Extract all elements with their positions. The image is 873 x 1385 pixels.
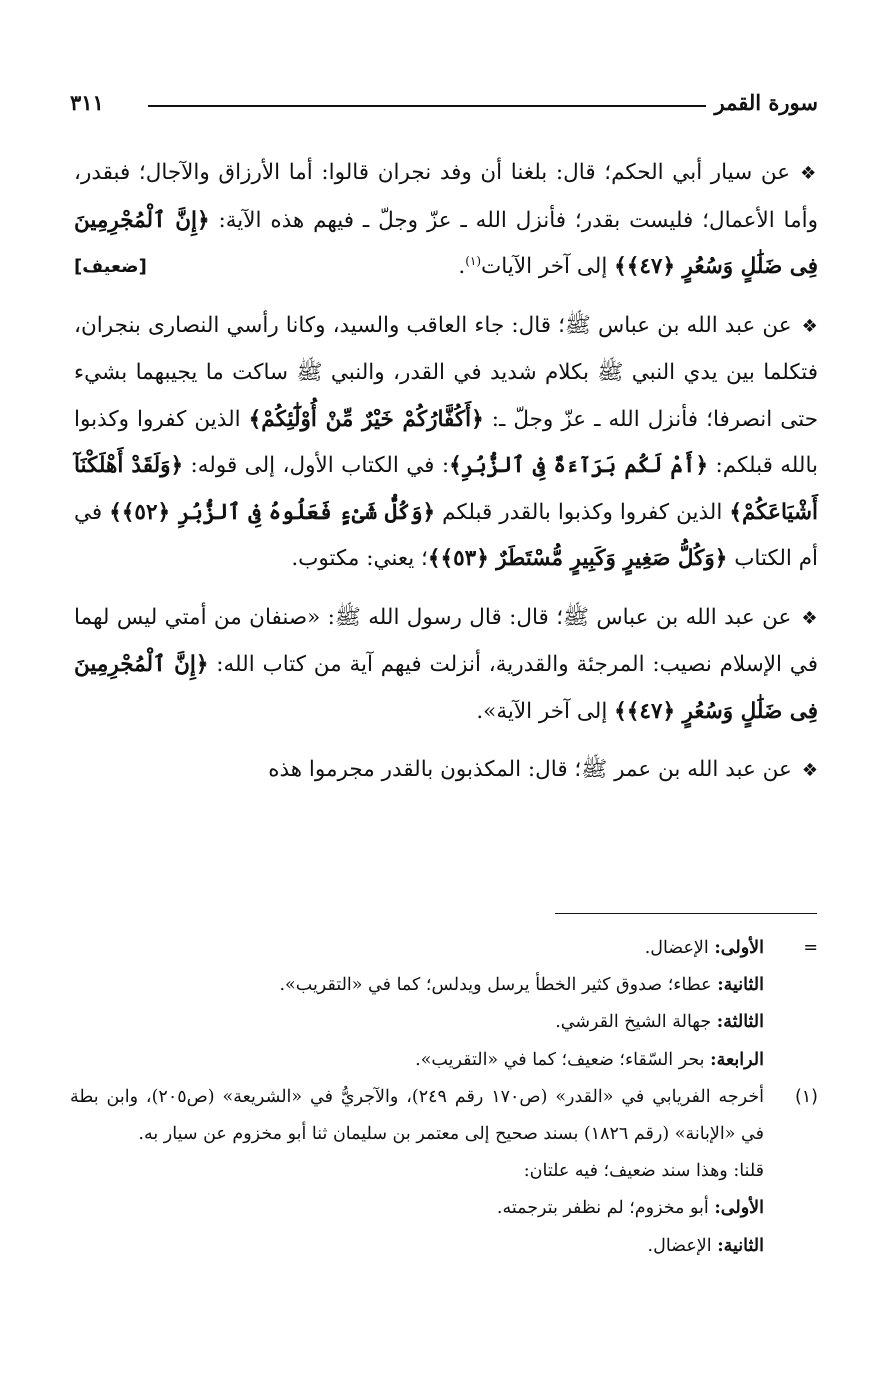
quran-verse: ﴿وَلَقَدْ أَهْلَكْنَآ أَشْيَاعَكُمْ﴾ xyxy=(74,453,818,525)
footnote-text: جهالة الشيخ القرشي. xyxy=(555,1012,717,1033)
paragraph-2 xyxy=(74,303,818,583)
paragraph-3 xyxy=(74,595,818,736)
paragraph-4 xyxy=(74,747,818,795)
main-text xyxy=(74,150,818,807)
footnote-separator xyxy=(555,913,817,914)
footnote-label: الثانية: xyxy=(717,975,764,996)
footnote-label: الأولى: xyxy=(714,938,764,958)
footnote-text: قلنا: وهذا سند ضعيف؛ فيه علتان: xyxy=(523,1161,764,1182)
footnote-ref: (١) xyxy=(465,253,482,268)
page-number: ٣١١ xyxy=(70,90,104,115)
footnote-text: بحر السّقاء؛ ضعيف؛ كما في «التقريب». xyxy=(415,1049,711,1070)
paragraph-text: عن عبد الله بن عمر ﷺ؛ قال: المكذبون بالقدر مجرموا هذه xyxy=(268,757,792,782)
footnote-label: الثالثة: xyxy=(716,1012,764,1033)
bullet-icon: ❖ xyxy=(800,163,818,184)
quran-verse: ﴿إِنَّ ٱلْمُجْرِمِينَ فِى ضَلَٰلٍ وَسُعُرٍ ﴿٤٧﴾﴾ xyxy=(74,652,818,724)
paragraph-text: عن سيار أبي الحكم؛ قال: بلغنا أن وفد نجران قالوا: أما الأرزاق والآجال؛ فبقدر، وأما الأعمال؛ فليست بقدر؛ فأنزل الله ـ عزّ وجلّ ـ فيهم هذه الآية: xyxy=(74,160,818,233)
paragraph-text: : في الكتاب الأول، إلى قوله: xyxy=(183,453,450,478)
page-header xyxy=(70,88,818,122)
paragraph-text: إلى آخر الآية». xyxy=(476,698,615,724)
footnote-line xyxy=(70,1042,818,1079)
footnote-label: الثانية: xyxy=(717,1235,764,1256)
running-title: سورة القمر xyxy=(714,90,818,115)
quran-verse: ﴿وَكُلُّ شَىْءٍ فَعَلُوهُ فِى ٱلزُّبُرِ ﴿٥٢﴾﴾ xyxy=(109,499,436,525)
paragraph-text: الذين كفروا وكذبوا بالله قبلكم: xyxy=(74,406,819,478)
paragraph-text: عن عبد الله بن عباس ﷺ؛ قال: جاء العاقب والسيد، وكانا رأسي النصارى بنجران، فتكلما بين يدي النبي ﷺ بكلام شديد في القدر، والنبي ﷺ ساكت ما يجيبهما بشيء حتى انصرفا؛ فأنزل الله ـ عزّ وجلّ ـ: xyxy=(74,312,818,432)
footnote-text: الإعضال. xyxy=(644,938,715,958)
footnote-text: عطاء؛ صدوق كثير الخطأ يرسل ويدلس؛ كما في «التقريب». xyxy=(279,975,718,996)
paragraph-text: إلى آخر الآيات xyxy=(481,254,615,279)
quran-verse: ﴿وَكُلُّ صَغِيرٍ وَكَبِيرٍ مُّسْتَطَرٌ ﴿٥٣﴾﴾ xyxy=(427,546,728,571)
paragraph-1 xyxy=(74,150,818,291)
paragraph-text: عن عبد الله بن عباس ﷺ؛ قال: قال رسول الله ﷺ: «صنفان من أمتي ليس لهما في الإسلام نصيب: المرجئة والقدرية، أنزلت فيهم آية من كتاب الله: xyxy=(74,604,818,677)
footnote-text: أبو مخزوم؛ لم نظفر بترجمته. xyxy=(496,1198,715,1219)
footnote-line xyxy=(70,1004,818,1041)
header-rule xyxy=(148,105,706,107)
footnote-line xyxy=(70,1153,818,1190)
footnote-text: أخرجه الفريابي في «القدر» (ص١٧٠ رقم ٢٤٩)، والآجريُّ في «الشريعة» (ص٢٠٥)، وابن بطة في «الإبانة» (رقم ١٨٢٦) بسند صحيح إلى معتمر بن سليمان ثنا أبو مخزوم عن سيار به. xyxy=(70,1086,764,1145)
paragraph-text: . xyxy=(458,254,466,279)
bullet-icon: ❖ xyxy=(801,607,819,629)
bullet-icon: ❖ xyxy=(801,315,819,337)
footnote-line xyxy=(70,930,818,967)
quran-verse: ﴿أَمْ لَكُم بَرَآءَةٌ فِى ٱلزُّبُرِ﴾ xyxy=(449,453,709,478)
continuation-mark: = xyxy=(803,938,818,958)
footnote-text: الإعضال. xyxy=(647,1235,718,1256)
paragraph-text: ؛ يعني: مكتوب. xyxy=(291,546,428,571)
hadith-grade: [ضعيف] xyxy=(74,256,147,277)
footnote-label: الأولى: xyxy=(714,1198,764,1219)
footnote-line xyxy=(70,967,818,1004)
paragraph-text: في أم الكتاب xyxy=(74,499,818,571)
paragraph-text: الذين كفروا وكذبوا بالقدر قبلكم xyxy=(435,499,730,525)
footnote-line xyxy=(70,1190,818,1227)
footnote-number: (١) xyxy=(794,1086,818,1107)
quran-verse: ﴿إِنَّ ٱلْمُجْرِمِينَ فِى ضَلَٰلٍ وَسُعُرٍ ﴿٤٧﴾﴾ xyxy=(74,207,818,279)
footnote-line xyxy=(70,1228,818,1265)
quran-verse: ﴿أَكُفَّارُكُمْ خَيْرٌ مِّنْ أُوْلَٰٓئِكُمْ﴾ xyxy=(248,406,484,432)
footnote-1 xyxy=(70,1079,818,1153)
footnote-label: الرابعة: xyxy=(710,1049,764,1070)
bullet-icon: ❖ xyxy=(801,760,818,781)
footnotes xyxy=(70,930,818,1265)
